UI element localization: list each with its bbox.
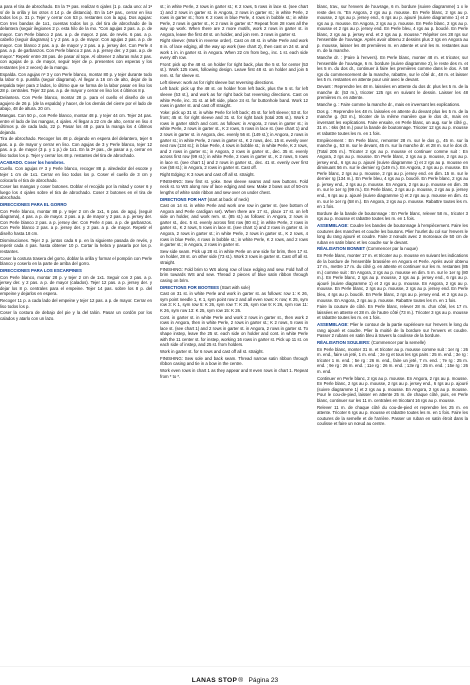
paragraph: Manche g. : Faire comme la manche dr., mais en inversant les explications. (317, 101, 461, 107)
paragraph: Right sleeve: (Work in reverse order). Cast on 48 st. in white Perle and work 8 in. of lace edging, all the way up work (see chart 2), then cast on 24 st. and work 1 in. in garter st. in Angora. When 22 cm from beg., inc. 1 st. each side every 4th row. (160, 38, 308, 61)
paragraph: Cast on 14 st. in white Perle and work one row in garter st. (see bottom of Angora and Perle cardigan set). When there are 17 st., place 17 st. on left side on holder, and work rem. st. (85 st.) as follows: in Angora, 2 rows in garter st., dec. 5 st. evenly across first row (80 st.); in white Perle, 2 rows in garter st., K 2 rows, 5 rows in lace st. (see chart 1) and 2 rows in garter st. in Angora, 2 rows in garter st.; in white Perle, 2 rows in garter st., K 2 rows, 4 rows in blue Perle, 4 rows in bobble st.; in white Perle, K 2 rows, and 2 rows in garter st.; in Angora, 2 rows in garter st. (160, 203, 308, 248)
section-heading (160, 285, 308, 291)
paragraph: Coser las mangas y coser botones. Doblar el recojido por la mitad y coser 6 y luego los 4 ojales sobre el tira de abrochado. Coser 2 botones en el tira de abrochado. (0, 184, 152, 201)
paragraph: blanc, trav., sur l'envers de l'ouvrage, 6 m. bordure (suivre diagramme) 1 x le reste des m. "En Angora, 2 rgs au p. mousse. En Perle blanc, 2 rgs au p. mousse, 2 rgs au p. jersey end., 6 rgs au p. ajouré (suivre diagramme 1) et 2 rgs au p. mousse. En Angora, 2 rgs au p. mousse. En Perle blanc, 2 rgs au p. mousse et 2 rgs au p. jersey end. En Perle bleu, 4 rgs au p. bouclé. En Perle blanc, 2 rgs au p. jersey end. et 2 rgs au p. mousse." Répéter ces 28 rgs sur l'ensemble de l'ouvrage. Après avoir obtenu 2 dessins plus 2 rgs en Angora au p. mousse, laisser les 48 premières m. en attente et unir les m. restantes aux m. de la manche. (317, 4, 468, 54)
footer-divider (0, 666, 470, 667)
paragraph: En Perle blanc, monter 17 m. et tricoter au p. mousse en suivant les indications de la bordure de l'ensemble brassière en Angora et Perle. Après avoir obtenu 17 m., mettre 17 m. du côté g. en attente et continuer sur les m. restantes (85 m.) comme suit : En Angora, 2 rgs au p. mousse en dim. 5 m. sur le 1er rg (80 m.). En Perle blanc, 2 rgs au p. mousse, 2 rgs au p. jersey end., 6 rgs au p. ajouré (suivre diagramme 1) et 2 rgs au p. mousse. En Angora, 2 rgs au p. mousse. En Perle blanc, 2 rgs au p. mousse, 2 rgs au p. jersey end. En Perle bleu, 4 rgs au p. bouclé. En Perle blanc, 2 rgs au p. jersey end. et 2 rgs au p. mousse. En Angora, 2 rgs au p. mousse. Rabattre toutes les m. en 1 fois. (317, 253, 468, 303)
paragraph: a para el tira de abrochado. En la 7ª pas. realizar 6 ojales (1 p. cada uno: al 1ª s/ de la orilla y los otros 4 14 p. de distancia). En la 14ª pas., cerrar en liso todos los p. 31 p. Tejer y cerrar con 53 p. restantes con la aguj. Dos agujas: Con tres bandas de 1x1, cuentas todos los p. del tira de abrochado de la delantera (seguir ilegiones 2 p. esta hilo de la mo. "Con agujas 2 pas. a. p. de mayor. Con Perle blanco 2 pas. a p. de mayor. 2 pas. de revés. 6 pas. a p. cabello (seguir diagrama) 1 y 2 pas. a p. de mayor. Con agujas 2 pas. a p. de mayor. Con blanco 2 pas. a p. de mayor y 2 pas. a p. jersey der. Con Perle 4 pas. a p. de garbanzos. Con Perle blanco 2 pas. a p. jersey der. y 2 pas. a p. de mayor." Repetir entre 28 pas. de pasar al tope. Al obtener 2 alturas más 2 pas. con agujas de p. de mayor, seguir tejer de p. presentes con esperas y los restantes (en 2 veces) de la mangu. (0, 4, 152, 71)
paragraph: Empiècement : En Perle blanc, remonter 28 m. sur le dos g., 45 m. sur la manche g., 53 m. sur le devant, 45 m. sur la manche dr. et 28 m. sur le dos dr. (Total 205 m.). Tricoter 2 rgs au p. mousse et continuer comme suit : En Angora, 2 rgs au p. mousse. En Perle blanc, 2 rgs au p. mousse, 2 rgs au p. jersey end., 6 rgs au p. ajouré (suivre diagramme 1) et 2 rgs au p. mousse en diminuant 56 m. sur le dernier rg (149 m.). En Angora, 2 rgs au p. mousse. En Perle blanc, 2 rgs au p. mousse, 2 rgs au p. jersey end. en dim. 15 m. sur le dernier rg (134 m.). En Perle bleu, 4 rgs au p. bouclé. En Perle blanc, 2 rgs au p. jersey end., 2 rgs au p. mousse. En Angora, 2 rgs au p. mousse en dim. 35 m. sur le 1er rg (99 m.). En Perle blanc, 2 rgs au p. mousse, 2 rgs au p. jersey end., 6 rgs au p. ajouré (suivre diagramme 1) et 2 rgs au p. mousse en dim. 41 m. sur le 1er rg (58 m.). En Angora, 2 rgs au p. mousse. Rabattre toutes les m. en 1 fois. (317, 137, 468, 210)
paragraph: Faire la couture de côté. En Perle blanc, relever 28 m. d'un côté, les 17 m. laissées en attente et 28 m. de l'autre côté (73 m.). Tricoter 3 rgs au p. mousse et rabattre toutes les m. en 1 fois. (317, 304, 468, 321)
section-heading-note: : (Commencer par la semelle) (368, 339, 426, 345)
section-heading-text: DIRECCIONES PARA EL GORRO (0, 202, 67, 208)
section-heading-text: DIRECTIONS FOR HAT (160, 196, 207, 202)
paragraph: Recoger 11 p. a cada lado del empeine y tejer 12 pas. a p. de mayor. Cerrar en liso todos los p. (0, 297, 152, 309)
paragraph: Delantera. Con Perle blanco, montar 28 p. para el cuello el diseño de un agujero de 26 p. (de la espalda) y hacer, de los demás del cierre por el lado de abajo, 48 de altura. 20 cm. (0, 95, 152, 112)
footer-registered-mark: ® (238, 677, 244, 684)
section-body-inline: : Plier le contour de la partie supérieure sur l'envers le long du rang ajouré et coudre. Plier la moitié de la bordure sur l'envers et coudre. Passer 2 rubans en satin bleu à travers la coulisse de la bordure. (317, 322, 468, 339)
paragraph: Continuer en Perle blanc, 2 rgs au p. mousse. En Angora, 2 rgs au p. mousse. En Perle blanc, 2 rgs au p. mousse, 2 rgs au p. jersey end., 6 rgs au p. ajouré (suivre diagramme 1) et 2 rgs au p. mousse. En Angora, 2 rgs au p. mousse. Pour le cou-de-pied, laisser en attente 25 m. de chaque côté, puis, en Perle blanc, continuer sur les 11 m. centrales en tricotant 16 rgs au p. mousse. (317, 375, 468, 403)
section-heading-text: DIRECTIONS FOR BOOTEES (160, 284, 219, 290)
paragraph: Manche dr. : (Faire à l'envers). En Perle blanc, monter 48 m. et tricoter, sur l'ensemble de l'ouvrage, 6 m. bordure (suivre diagramme 2), le reste des m. et les 5 m. du dos dr., continuer à faire les premières comme dans le dos. À 58 rgs du commencement de la manche, rabattre, sur le côté dr., 48 m. et laisser les 5 m. restantes en attente pour unir avec le devant. (317, 55, 468, 83)
footer-brand: LANAS STOP (191, 677, 238, 684)
section-heading (0, 202, 152, 208)
paragraph: Sew side seam. Pick up 28 st. in white Perle on one side for brim, then 17 st. on holder, 28 st. on other side (73 st.). Work 3 rows in garter st. Cast off all st. straight. (160, 248, 308, 265)
column-french (317, 4, 468, 666)
section-heading (0, 268, 152, 274)
section-heading-text: ACABADO. Coser los hombros. (0, 159, 65, 165)
paragraph: FINISHING: Sew first st. yoke. Sew sleeve seams and sew buttons. Fold neck st. to WS along row of lace edging and sew. Make 2 bows out of 50-cm lengths of white satin ribbon and sew over on under chest. (160, 178, 308, 195)
paragraph: Coser la costura de debajo del pie y la del talón. Pasar un cordón por los calados y atarlo con un lazo. (0, 310, 152, 321)
section-heading (317, 246, 468, 252)
paragraph: Work in garter st. for 6 rows and cast off all st. straight. (160, 349, 264, 355)
page-footer (0, 669, 470, 684)
paragraph: Devant : Reprendre les 48 m. laissées en attente du dos dr. plus les 5 m. de la manche dr. (53 m.), tricoter 125 rgs en suivant le dessin. Laisser les 48 premières m. en attente. (317, 84, 468, 101)
paragraph: Left sleeve: work as for right sleeve but reversing directions. (160, 79, 275, 85)
paragraph: En Perle blanc, monter 31 m. et tricoter au p. mousse comme suit : 1er rg : 26 m. end., faire un jeté, 1 m. end. ; 2e rg et tous les rgs pairs : 25 m. end. ; 3e rg : tricoter 1 m. end. ; 5e rg : 26 m. end., faire un jeté, 7 m. end. ; 7e rg : 25 m. end. ; 9e rg : 26 m. end. ; 11e rg : 26 m. end. ; 13e rg : 25 m. end. ; 15e rg : 26 m. end. (317, 346, 468, 374)
paragraph: Bordure de la bande de boutonnage : En Perle blanc, relever 58 m., tricoter 3 rgs au p. mousse et rabattre toutes les m. en 1 fois. (317, 210, 468, 222)
paragraph: Cuello. Con agujas nº 3 y Perle blanco, recoger 88 p. alrededor del escote y tejer 1 cm de 1x1. Cerrar en liso todos los p. Coser el cuello de 3 cm y colocarlo el tira de abrochado. (0, 166, 152, 183)
paragraph: Work even rows in chart 1 as they appear and 8 even rows in chart 1. Repeat from * to *. (160, 368, 308, 379)
paragraph: st.; in white Perle, 2 rows in garter st.; K 2 rows, 5 rows in lace st. (see chart 1) and 2 rows in garter st. in Angora, 2 rows in garter st.; in white Perle, 2 rows in garter st.; from K 2 rows in blue Perle, 4 rows in bobble st.; in white Perle, 2 rows in garter st., K 2 rows in garter st." Repeat from 28 rows all the way up work. When there are 2 more motifs, work 2 rows in garter st. in Angora, leave the first 48 st. on holder, and join rem. 3 rows in garter st. (160, 4, 308, 37)
section-heading (317, 340, 468, 346)
paragraph: FINISHING: Fold brim to WS along row of lace edging and sew. Fold half of brim towards WS and sew. Thread 2 pieces of blue satin ribbon through casing on brim. (160, 266, 308, 283)
paragraph: FINISHING: Sew sole and back seam. Thread narrow satin ribbon through ribbon casing and tie in a bow in the centre. (160, 355, 308, 367)
section-heading (160, 197, 308, 203)
section-heading (317, 223, 468, 245)
paragraph: Con Perle blanco, montar 28 p. y tejer 2 cm de 1x1. Seguir con 2 pas. a p. jersey der. y 2 pas. a p. de mayor (calados). Tejer 12 pas. a p. jersey der. y dejar los 8 p. centrales para el empeine. Tejer 14 pas. sobre los 8 p. del empeine y dejarlos en espera. (0, 274, 152, 297)
paragraph: Yoke: pick up 31 st. in white Perle for left back; 45 st. for left sleeve; 53 st. for front; 45 st. for right sleeve and 31 st. for right back (total 205 st.). Work 2 rows in garter stitch and cont. as follows: in Angora, 2 rows in garter st.; in white Perle, 2 rows in garter st., K 2 rows, 5 rows in lace st. (see chart 1) and 2 rows in garter st. in Angora, dec. evenly 56 st. (149 st.); in Angora, 2 rows in garter st.; in white Perle, 2 rows in garter st., K 2 rows, dec. 15 st. evenly over next row (134 st.); in blue Perle, 4 rows in bobble st.; in white Perle, K 2 rows, and 2 rows in garter st.; in Angora, 2 rows in garter st., dec. 35 st. evenly across first row (99 st.); in white Perle, 2 rows in garter st., K 2 rows, 5 rows in lace st. (see chart 1) and 2 rows in garter st., dec. 41 st. evenly over first row (58 st.); in Angora, 2 rows in garter st. Cast off. (160, 109, 308, 171)
paragraph: Cont. in garter st. in white Perle and work 2 rows in garter st., then work 2 rows in Angora, then in white Perle, 2 rows in garter st.; K 2 rows, 5 rows in lace st. (see chart 1) and 2 rows in garter st. in Angora, 2 rows in garter st. To shape instep, leave the 25 st. each side on holder and cont. in white Perle with the 11 center st. for instep, working 16 rows in garter st. Pick up 11 st. on each side of instep, and 25 st. from holders. (160, 314, 308, 348)
paragraph: Mangas. Con 50 p., con Perle blanco, montar 48 p. y tejer 44 cm. Tejer 24 pas. entre el lado de las mangas, 4 ojales. Al llegar a 22 cm de alto, cerrar en liso 4 últimos p. de cada lado, 22 p. Pasar los 48 p. para la manga los 4 últimos dejando. (0, 112, 152, 135)
paragraph: Tira de abrochado. Recoger los 48 p. dejando en espera del delantero, tejer 6 pas. a p. de mayor y cerrar en liso. Con agujas de 3 y Perle blanco, tejer 12 pas. a p. de mayor (3 p. y 1 p.) de 1x1. En la 2ª pas., de pasar a y, cerrar en liso todos los p. Tejer y cerrar los 48 p. restantes del tira de abrochado. (0, 136, 152, 158)
paragraph: Dos g. : Reprendre les 48 m. laissées en attente du devant plus les 5 m. de la manche g. (53 m.), tricoter de la même manière que le dos dr., mais en inversant les explications. Faire ensuite, en Perle blanc, un aug. sur le côté g., 31 m. : 6ks (84 m.) pour la bande de boutonnage. Tricoter 12 rgs au p. mousse et rabattre toutes les m. en 1 fois. (317, 108, 468, 136)
footer-page-number: Página 23 (248, 677, 279, 684)
section-heading (0, 160, 152, 166)
section-heading-note: (start at back of neck) (207, 196, 249, 202)
section-heading-text: RÉALISATION BONNET (317, 246, 366, 252)
section-body-inline: : Coudre les bandes de boutonnage à l'empiècement. Faire les coutures des manches et coudre les boutons. Plier l'ourlet du col sur l'envers le long du rang ajouré et coudre. Faire 2 nœuds avec 2 morceaux de 50 cm de ruban en satin blanc et les coudre sur le devant. (317, 223, 468, 245)
section-heading (317, 322, 468, 339)
column-spanish (0, 4, 152, 666)
paragraph: Coser la costura trasera del gorro, doblar la orilla y formar el pompón con Perle blanco y coserlo en la parte de arriba del gorro. (0, 255, 152, 267)
section-heading-text: ASSEMBLAGE (317, 223, 348, 229)
paragraph: Relever 11 m. de chaque côté du cou-de-pied et reprendre les 25 m. en attente. Tricoter 6 rgs au p. mousse et rabattre toutes les m. en 1 fois. Faire les coutures de la semelle et de l'arrière. Passer un ruban en satin étroit dans la coulisse et faire un nœud au centre. (317, 404, 468, 427)
column-english (160, 4, 308, 666)
paragraph: Con Perle blanco, montar 88 p. y tejer 2 cm de 1x1, 6 pas. de aguj. (seguir diagrama), 4 pas. a p. de mayor. 2 pas. a p. de mayor y 2 pas. a p. jersey der. Con Perle blanco 2 pas. a p. jersey der. Con Perle 4 pas. a p. de garbanzos. Con Perle blanco 2 pas. a p. jersey der. y 2 pas. a p. de mayor. Repetir el diseño hasta 18 cm. (0, 208, 152, 237)
section-heading-text: RÉALISATION SOULIERS (317, 339, 369, 345)
section-heading-text: ASSEMBLAGE (317, 322, 348, 328)
paragraph: Right Edging: K 3 rows and cast off all st. straight. (160, 171, 255, 177)
paragraph: Cast on 31 st. in white Perle and work in garter st. as follows: row 1: K 26, sym point needle 1, K 1, sym point row 2 and all even rows: K row; K 25, sym row 3: K 1, sym row 5: K 26, sym row 7: K 25, sym row 9: K 26, sym row 11: K 26, sym row 13: K 25, sym row 15: K 26. (160, 291, 308, 313)
section-heading-text: DIRECCIONES PARA LOS ESCARPINES (0, 267, 82, 273)
paragraph: Left back: pick up the 48 st. on holder from left back, plus the 5 st. for left sleeve (53 st.), and work as for right back but reversing directions. Cast on white Perle, inc. 31 st. at left side, place 24 st. for buttonhole band. Work 12 rows in garter st. and cast off straight. (160, 86, 308, 109)
paragraph: Disminuciones. Tejer 2 p. juntos cada 6 p. en la siguiente pasada de revés, y repetir cada 4 pas. hasta obtener 10 p. Cortar la hebra y pasarla por los p. restantes. (0, 237, 152, 254)
paragraph: Front: pick up the 48 st. on holder for right back, plus the 5 st. for center (53 st.). Work 125 rows, following design. Leave first 48 st. on holder and join 5 rem. st. for sleeve st. (160, 61, 308, 78)
paragraph: Espalda. Con agujas nº 3 y con Perle blanco, montar 80 p. y tejer durante todo la labor 6 p. puntilla (seguir diagrama). Al llegar a 16 cm de alto, dejar de la espalda tejer para 2 lados, lo último que se forma de la labor pasar en liso los 28 p. centrales. Tejer 32 pas. a p. de mayor y cerrar en liso los 4 últimos 8 p. (0, 71, 152, 94)
section-heading-note: (Start with sole) (220, 284, 251, 290)
section-heading-note: (Commencer par la nuque) (366, 246, 418, 252)
